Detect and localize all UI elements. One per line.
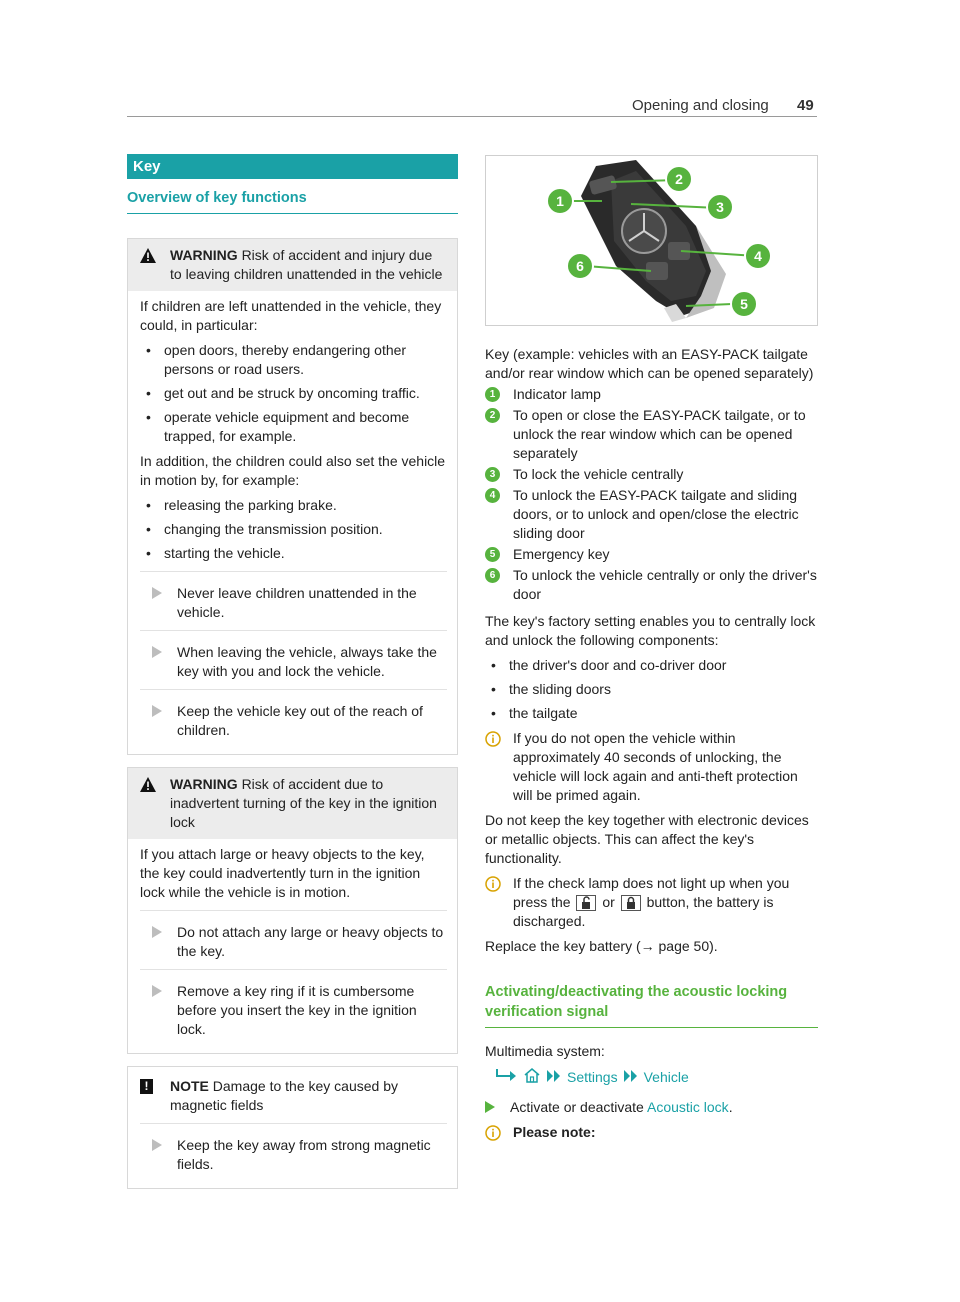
callout-badge-4 [745, 243, 771, 269]
callout-label: 4 [754, 248, 762, 264]
callout-badge-3 [707, 194, 733, 220]
action-step [140, 702, 447, 740]
warning-box-children [127, 238, 458, 755]
callout-badge-2 [666, 166, 692, 192]
action-text: Remove a key ring if it is cumbersome before you insert the key in the ignition lock. [177, 983, 417, 1037]
info-icon [485, 1125, 501, 1141]
callout-label: 6 [576, 258, 584, 274]
menu-settings[interactable]: Settings [567, 1069, 618, 1085]
action-step [140, 982, 447, 1039]
divider [140, 630, 447, 631]
list-item [485, 406, 818, 463]
number-badge: 3 [485, 467, 500, 482]
acoustic-lock-link[interactable]: Acoustic lock [646, 1099, 729, 1115]
component-list [485, 656, 818, 723]
list-item [485, 566, 818, 604]
list-item: • the driver's door and co-driver door [485, 656, 818, 675]
action-text: Never leave children unattended in the vehicle. [177, 585, 417, 620]
warning-middle: In addition, the children could also set the vehicle in motion by, for example: [140, 453, 446, 488]
info-note [485, 874, 818, 931]
callout-list [485, 385, 818, 604]
list-item [485, 486, 818, 543]
number-badge: 6 [485, 568, 500, 583]
number-badge: 4 [485, 488, 500, 503]
warning-intro: If children are left unattended in the vehicle, they could, in particular: [140, 298, 442, 333]
action-text: Activate or deactivate [510, 1099, 644, 1115]
menu-vehicle[interactable]: Vehicle [643, 1069, 689, 1085]
item-text: Emergency key [513, 546, 610, 562]
subsection-title: Overview of key functions [127, 189, 458, 214]
notice-icon: ! [140, 1079, 153, 1094]
factory-setting-text: The key's factory setting enables you to centrally lock and unlock the following components: [485, 613, 816, 648]
home-icon[interactable] [523, 1067, 541, 1088]
info-icon [485, 731, 501, 747]
list-item: • starting the vehicle. [140, 544, 447, 563]
arrow-right-icon [152, 705, 162, 717]
item-text: To lock the vehicle centrally [513, 466, 684, 482]
warning-intro: If you attach large or heavy objects to the key, the key could inadvertently turn in the ignition lock while the vehicle is in motion. [140, 846, 425, 900]
acoustic-section-title: Activating/deactivating the acoustic locking verification signal [485, 982, 818, 1028]
note-box-magnetic [127, 1066, 458, 1189]
section-title: Key [127, 154, 458, 179]
action-step [140, 923, 447, 961]
list-item: • open doors, thereby endangering other persons or road users. [140, 341, 447, 379]
arrow-right-icon [152, 587, 162, 599]
key-fob-illustration [486, 156, 817, 325]
item-text: To open or close the EASY-PACK tailgate, or to unlock the rear window which can be opened separately [513, 407, 806, 461]
lock-icon [621, 895, 641, 911]
info-text-or: or [602, 894, 615, 910]
multimedia-label: Multimedia system: [485, 1043, 605, 1059]
warning-triangle-icon [140, 777, 156, 792]
note-body [128, 1123, 457, 1188]
info-text: button, the battery is discharged. [513, 894, 774, 929]
action-step [140, 643, 447, 681]
double-chevron-icon [547, 1068, 561, 1087]
list-item [485, 465, 818, 484]
please-note-text: Please note: [513, 1124, 596, 1140]
warning-triangle-icon [140, 248, 156, 263]
info-text: If you do not open the vehicle within approximately 40 seconds of unlocking, the vehicle will lock again and anti-theft protection will be primed again. [513, 730, 798, 803]
arrow-right-icon [485, 1101, 495, 1113]
warning-header [128, 239, 457, 291]
figure-caption: Key (example: vehicles with an EASY-PACK tailgate and/or rear window which can be opened separately) [485, 346, 814, 381]
divider [140, 910, 447, 911]
list-item: • get out and be struck by oncoming traffic. [140, 384, 447, 403]
divider [140, 1123, 447, 1124]
info-icon [485, 876, 501, 892]
arrow-right-icon [152, 985, 162, 997]
action-text: Keep the key away from strong magnetic fields. [177, 1137, 431, 1172]
unlock-icon [576, 895, 596, 911]
callout-badge-5 [731, 291, 757, 317]
action-text: When leaving the vehicle, always take the key with you and lock the vehicle. [177, 644, 437, 679]
action-text-end: . [728, 1099, 733, 1115]
left-column [127, 154, 458, 1189]
callout-label: 1 [556, 193, 564, 209]
warning-label: WARNING [170, 776, 238, 792]
callout-label: 2 [675, 171, 683, 187]
divider [140, 571, 447, 572]
arrow-right-icon [152, 646, 162, 658]
list-item: • the sliding doors [485, 680, 818, 699]
note-label: NOTE [170, 1078, 209, 1094]
divider [140, 689, 447, 690]
action-step [140, 1136, 447, 1174]
warning-body [128, 839, 457, 1053]
warning-title: Risk of accident and injury due to leaving children unattended in the vehicle [170, 247, 443, 282]
list-item [485, 385, 818, 404]
list-item: • releasing the parking brake. [140, 496, 447, 515]
info-text: If the check lamp does not light up when you press the [513, 875, 790, 910]
action-step [140, 584, 447, 622]
menu-hook-arrow-icon [495, 1068, 517, 1087]
callout-badge-6 [567, 253, 593, 279]
callout-label: 5 [740, 296, 748, 312]
number-badge: 1 [485, 387, 500, 402]
warning-label: WARNING [170, 247, 238, 263]
warning-title: Risk of accident due to inadvertent turning of the key in the ignition lock [170, 776, 437, 830]
key-figure [485, 155, 818, 326]
list-item [485, 545, 818, 564]
warning-box-ignition [127, 767, 458, 1054]
warning-body [128, 291, 457, 754]
action-step [485, 1098, 818, 1117]
warning-header [128, 768, 457, 839]
bullet-list [140, 496, 447, 563]
bullet-list [140, 341, 447, 446]
number-badge: 2 [485, 408, 500, 423]
action-text: Do not attach any large or heavy objects to the key. [177, 924, 444, 959]
page-number: 49 [797, 97, 814, 114]
divider [140, 969, 447, 970]
double-chevron-icon [624, 1068, 638, 1087]
right-column [485, 155, 818, 1148]
replace-battery-text: Replace the key battery (→ page 50). [485, 938, 718, 954]
list-item: • the tailgate [485, 704, 818, 723]
action-text: Keep the vehicle key out of the reach of children. [177, 703, 423, 738]
callout-label: 3 [716, 199, 724, 215]
please-note [485, 1123, 818, 1142]
list-item: • operate vehicle equipment and become trapped, for example. [140, 408, 447, 446]
page-header-section: Opening and closing [632, 97, 769, 114]
menu-path [485, 1067, 818, 1088]
item-text: To unlock the vehicle centrally or only the driver's door [513, 567, 817, 602]
info-note [485, 729, 818, 805]
list-item: • changing the transmission position. [140, 520, 447, 539]
callout-badge-1 [547, 188, 573, 214]
arrow-right-icon [152, 926, 162, 938]
number-badge: 5 [485, 547, 500, 562]
note-title: Damage to the key caused by magnetic fields [170, 1078, 399, 1113]
header-rule [127, 116, 817, 117]
electronics-warning-text: Do not keep the key together with electronic devices or metallic objects. This can affect the key's functionality. [485, 812, 809, 866]
note-header [128, 1067, 457, 1123]
arrow-right-icon [152, 1139, 162, 1151]
item-text: To unlock the EASY-PACK tailgate and sliding doors, or to unlock and open/close the electric sliding door [513, 487, 799, 541]
item-text: Indicator lamp [513, 386, 601, 402]
